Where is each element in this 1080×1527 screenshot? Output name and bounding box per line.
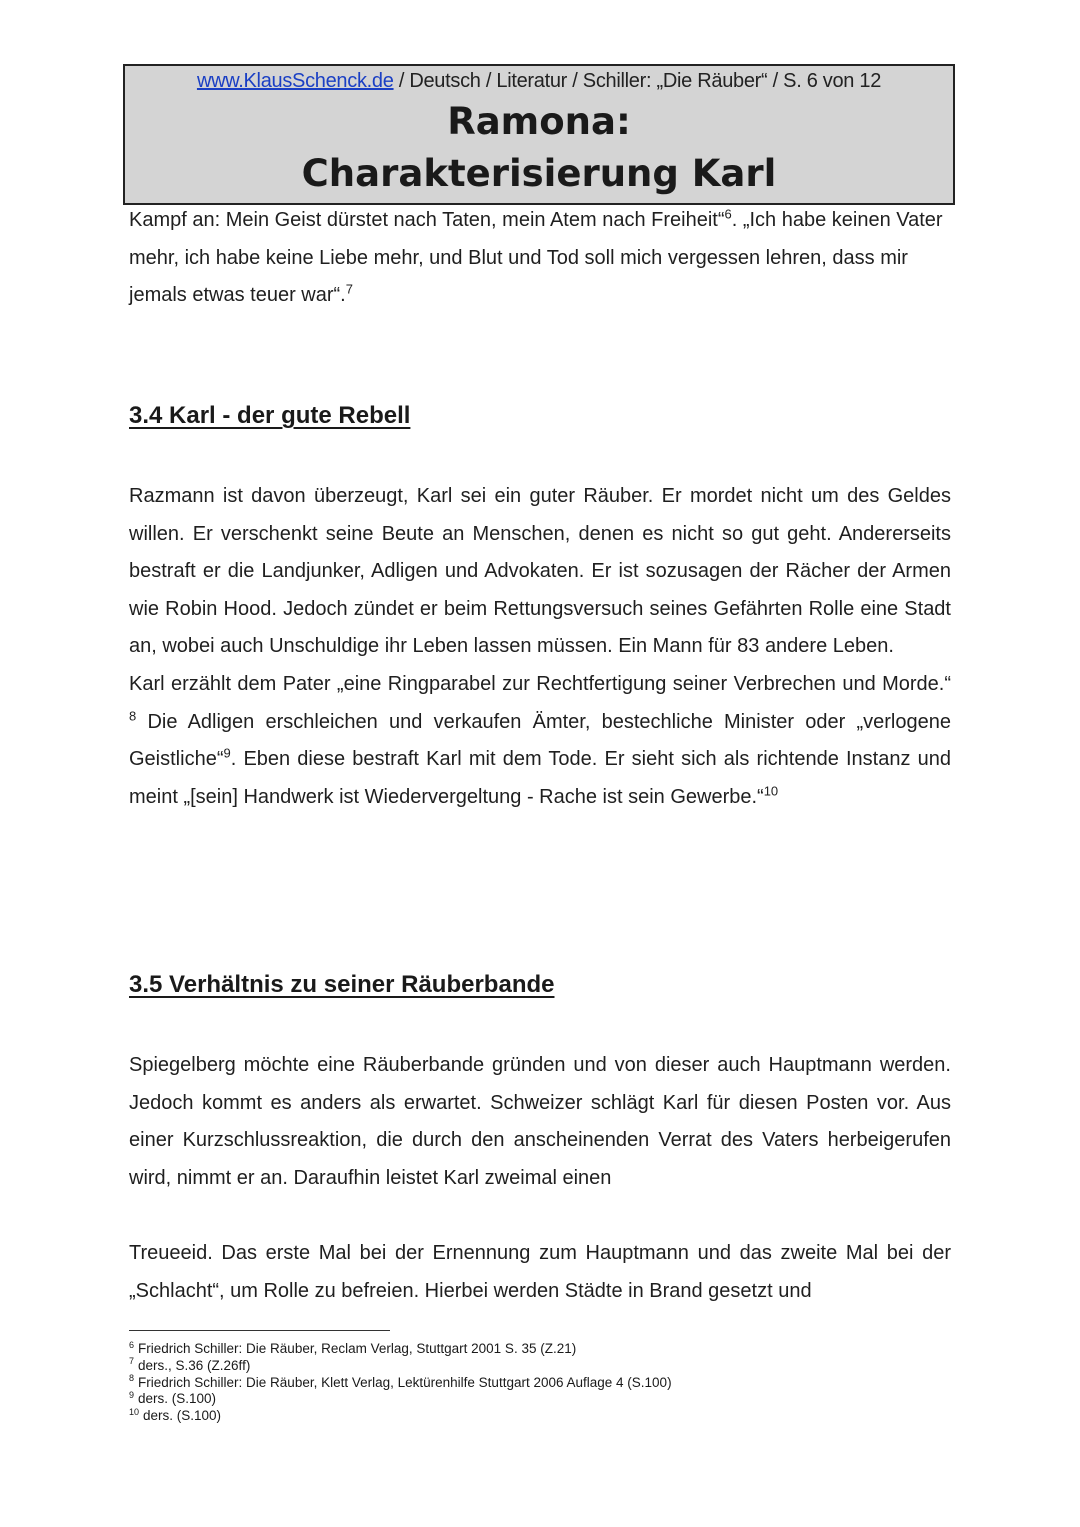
page-title-line2: Charakterisierung Karl: [301, 152, 777, 195]
footnote-item: [129, 1358, 672, 1375]
section-3-4-body: [129, 478, 951, 816]
para2-text-c: . Eben diese bestraft Karl mit dem Tode. Er sieht sich als richtende Instanz und meint „[sein] Handwerk ist Wiedervergeltung - Rache ist sein Gewerbe.“: [129, 748, 951, 808]
para2-text-a: Karl erzählt dem Pater „eine Ringparabel zur Rechtfertigung seiner Verbrechen und Morde.“: [129, 672, 951, 695]
footnote-text: Friedrich Schiller: Die Räuber, Reclam Verlag, Stuttgart 2001 S. 35 (Z.21): [138, 1341, 577, 1356]
section-heading-3-5: 3.5 Verhältnis zu seiner Räuberbande: [129, 971, 555, 998]
intro-text-b: . „Ich habe keinen Vater mehr, ich habe keine Liebe mehr, und Blut und Tod soll mich vergessen lehren, dass mir jemals etwas teuer war“.: [129, 209, 943, 307]
footnote-item: [129, 1408, 672, 1425]
footnote-ref-8: 8: [129, 707, 137, 723]
footnote-item: [129, 1391, 672, 1408]
footnote-text: ders. (S.100): [143, 1408, 222, 1424]
section-3-5-body: [129, 1047, 951, 1197]
section-3-5-paragraph-2: Treueeid. Das erste Mal bei der Ernennung zum Hauptmann und das zweite Mal bei der „Schlacht“, um Rolle zu befreien. Hierbei werden Städte in Brand gesetzt und: [129, 1242, 951, 1302]
footnote-ref-7: 7: [345, 281, 353, 297]
footnote-ref-10: 10: [763, 783, 779, 799]
intro-text-a: Kampf an: Mein Geist dürstet nach Taten, mein Atem nach Freiheit“: [129, 209, 725, 231]
header-breadcrumb: [125, 70, 953, 93]
intro-paragraph: [129, 202, 951, 315]
section-3-5-continued: [129, 1235, 951, 1310]
footnote-text: ders. (S.100): [138, 1391, 217, 1407]
footnote-ref-9: 9: [223, 745, 231, 761]
footnote-number: 9: [129, 1389, 135, 1400]
footnote-number: 7: [129, 1356, 135, 1367]
footnote-item: [129, 1341, 672, 1358]
footnote-number: 10: [129, 1406, 140, 1417]
intro-paragraph-block: [129, 202, 951, 315]
section-3-4-paragraph-2: [129, 666, 951, 816]
site-link[interactable]: www.KlausSchenck.de: [196, 70, 394, 92]
section-3-4-paragraph-1: Razmann ist davon überzeugt, Karl sei ein guter Räuber. Er mordet nicht um des Geldes willen. Er verschenkt seine Beute an Menschen, denen es nicht so gut geht. Andererseits bestraft er die Landjunker, Adligen und Advokaten. Er ist sozusagen der Rächer der Armen wie Robin Hood. Jedoch zündet er beim Rettungsversuch seines Gefährten Rolle eine Stadt an, wobei auch Unschuldige ihr Leben lassen müssen. Ein Mann für 83 andere Leben.: [129, 485, 951, 658]
breadcrumb-text: / Deutsch / Literatur / Schiller: „Die Räuber“ / S. 6 von 12: [393, 70, 882, 92]
footnote-number: 6: [129, 1339, 135, 1350]
footnotes: [129, 1341, 672, 1425]
footnote-item: [129, 1375, 672, 1392]
footnote-text: ders., S.36 (Z.26ff): [138, 1357, 251, 1373]
page-header: [123, 64, 955, 205]
footnote-ref-6: 6: [724, 206, 732, 222]
footnote-number: 8: [129, 1373, 135, 1384]
footnote-text: Friedrich Schiller: Die Räuber, Klett Verlag, Lektürenhilfe Stuttgart 2006 Auflage 4 (S.100): [138, 1374, 672, 1390]
para2-text-b: Die Adligen erschleichen und verkaufen Ämter, bestechliche Minister oder „verlogene Geistliche“: [129, 710, 951, 771]
section-3-5-paragraph-1: Spiegelberg möchte eine Räuberbande gründen und von dieser auch Hauptmann werden. Jedoch kommt es anders als erwartet. Schweizer schlägt Karl für diesen Posten vor. Aus einer Kurzschlussreaktion, die durch den anscheinenden Verrat des Vaters herbeigerufen wird, nimmt er an. Daraufhin leistet Karl zweimal einen: [129, 1054, 951, 1189]
page-title-line1: Ramona:: [447, 100, 631, 143]
section-heading-3-4: 3.4 Karl - der gute Rebell: [129, 402, 411, 429]
footnote-divider: [129, 1330, 390, 1331]
